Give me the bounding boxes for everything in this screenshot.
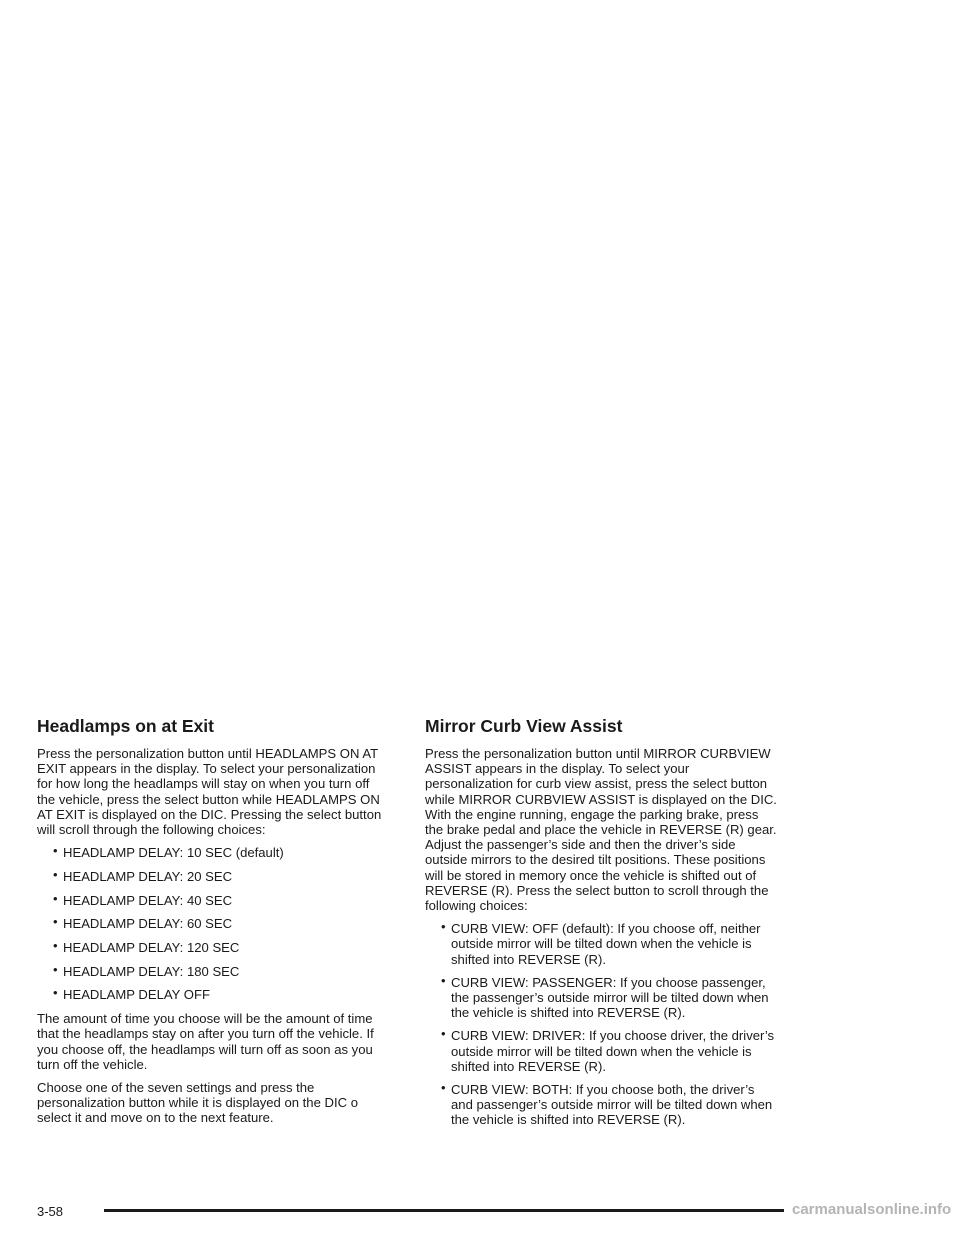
list-item: • HEADLAMP DELAY: 20 SEC <box>53 866 233 884</box>
curb-view-choices-list <box>425 921 777 1127</box>
list-item: • HEADLAMP DELAY: 60 SEC <box>53 914 233 932</box>
headlamps-paragraph-2: The amount of time you choose will be the amount of time that the headlamps stay on after you turn off the vehicle. If you choose off, the headlamps will turn off as soon as you turn off the vehicle. <box>37 1011 374 1072</box>
list-item: • CURB VIEW: BOTH: If you choose both, the driver’s and passenger’s outside mirror will be tilted down when the vehicle is shifted into REVERSE (R). <box>441 1080 773 1128</box>
footer-rule <box>104 1209 784 1212</box>
bullet-icon: • <box>53 866 58 882</box>
bullet-icon: • <box>441 972 446 988</box>
bullet-icon: • <box>53 938 58 954</box>
headlamps-intro: Press the personalization button until HEADLAMPS ON AT EXIT appears in the display. To select your personalization for how long the headlamps will stay on when you turn off the vehicle, press the select button while HEADLAMPS ON AT EXIT is displayed on the DIC. Pressing the select button will scroll through the following choices: <box>37 746 382 838</box>
bullet-icon: • <box>441 919 446 935</box>
list-item: • HEADLAMP DELAY: 180 SEC <box>53 961 240 979</box>
list-item: • HEADLAMP DELAY OFF <box>53 985 210 1003</box>
bullet-icon: • <box>53 843 58 859</box>
right-column <box>425 716 777 1136</box>
list-item: • HEADLAMP DELAY: 10 SEC (default) <box>53 843 284 861</box>
watermark-text: carmanualsonline.info <box>792 1201 952 1218</box>
bullet-icon: • <box>53 914 58 930</box>
bullet-icon: • <box>53 961 58 977</box>
list-item: • CURB VIEW: DRIVER: If you choose driver, the driver’s outside mirror will be tilted down when the vehicle is shifted into REVERSE (R). <box>441 1026 775 1074</box>
section-heading-mirror: Mirror Curb View Assist <box>425 716 623 736</box>
list-item: • HEADLAMP DELAY: 40 SEC <box>53 890 233 908</box>
left-column <box>37 716 389 1134</box>
list-item: • CURB VIEW: OFF (default): If you choose off, neither outside mirror will be tilted down when the vehicle is shifted into REVERSE (R). <box>441 919 761 967</box>
bullet-icon: • <box>53 890 58 906</box>
bullet-icon: • <box>53 985 58 1001</box>
mirror-intro: Press the personalization button until MIRROR CURBVIEW ASSIST appears in the display. To select your personalization for curb view assist, press the select button while MIRROR CURBVIEW ASSIST is displayed on the DIC. With the engine running, engage the parking brake, press the brake pedal and place the vehicle in REVERSE (R) gear. Adjust the passenger’s side and then the driver’s side outside mirrors to the desired tilt positions. These positions will be stored in memory once the vehicle is shifted out of REVERSE (R). Press the select button to scroll through the following choices: <box>425 746 777 914</box>
section-heading-headlamps: Headlamps on at Exit <box>37 716 214 736</box>
list-item: • HEADLAMP DELAY: 120 SEC <box>53 938 240 956</box>
headlamps-paragraph-3: Choose one of the seven settings and press the personalization button while it is displayed on the DIC o select it and move on to the next feature. <box>37 1079 358 1126</box>
bullet-icon: • <box>441 1080 446 1096</box>
list-item: • CURB VIEW: PASSENGER: If you choose passenger, the passenger’s outside mirror will be tilted down when the vehicle is shifted into REVERSE (R). <box>441 972 769 1021</box>
bullet-icon: • <box>441 1026 446 1042</box>
page-number: 3-58 <box>37 1204 64 1219</box>
headlamp-choices-list <box>37 845 389 1002</box>
